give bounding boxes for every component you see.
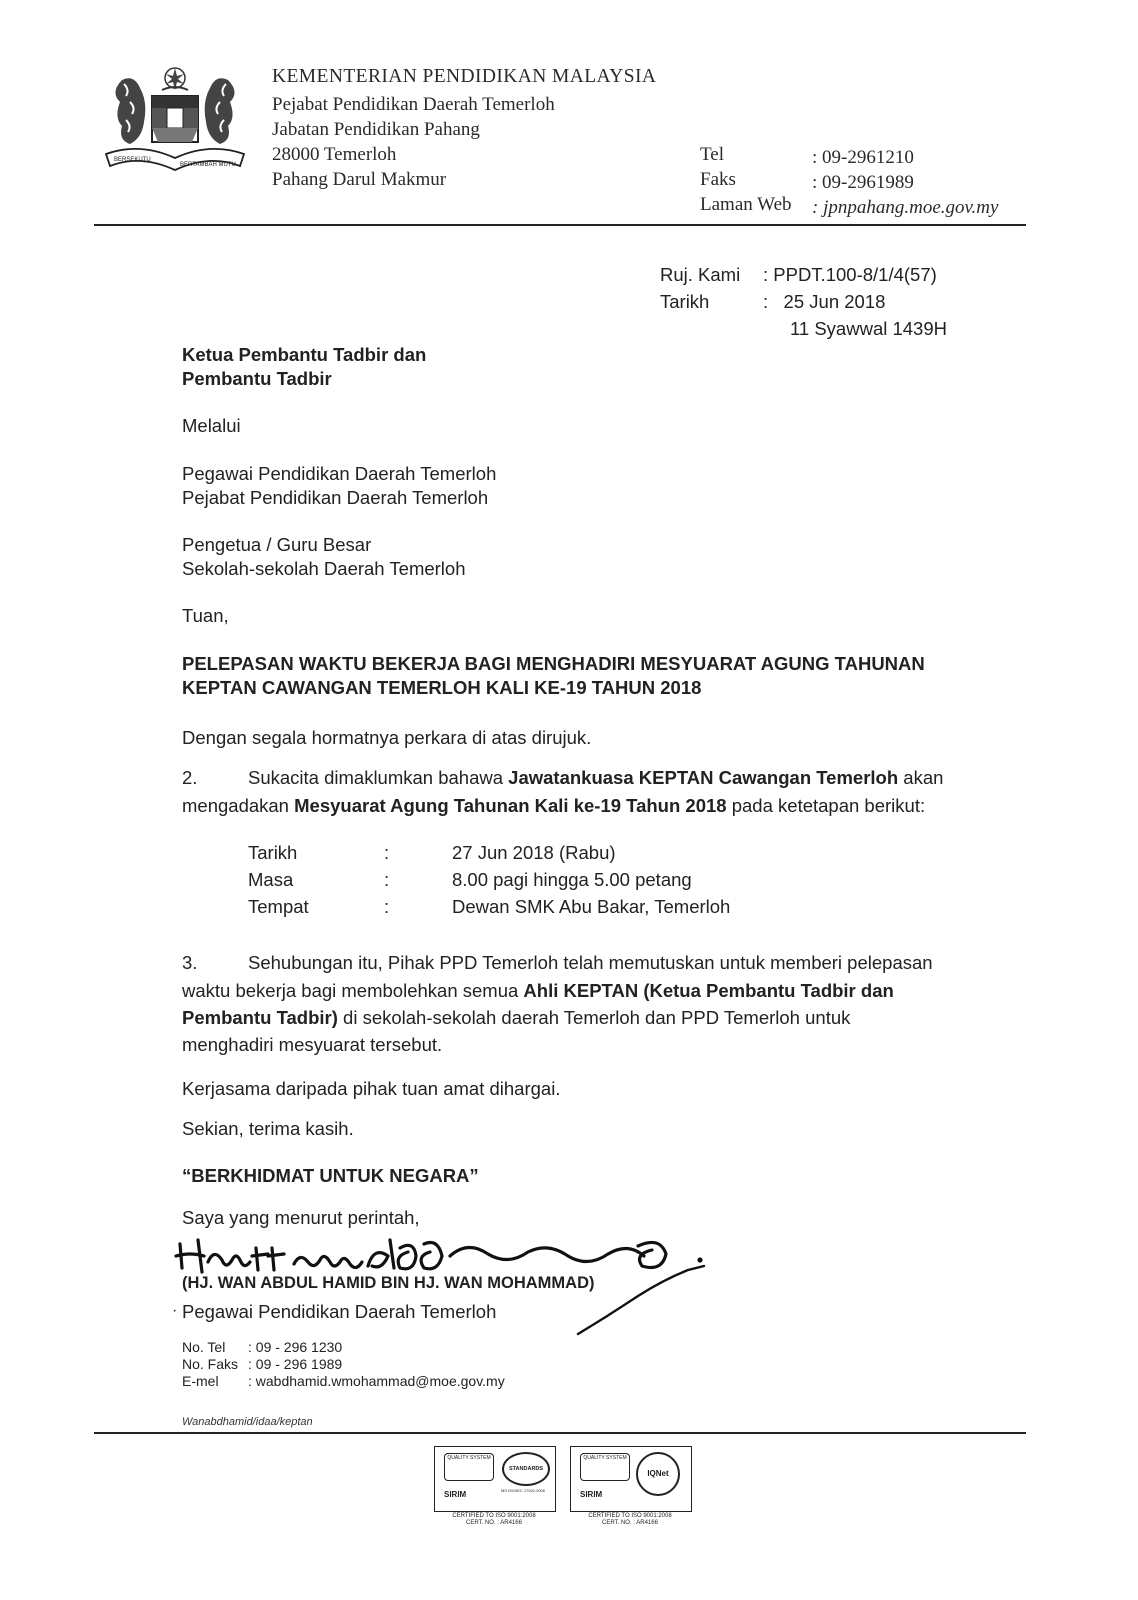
motto-line: “BERKHIDMAT UNTUK NEGARA” <box>182 1165 479 1186</box>
signoff-line: Saya yang menurut perintah, <box>182 1207 420 1228</box>
badge-2-cert-2: CERT. NO. : AR4166 <box>602 1520 658 1526</box>
p3-text-e: di sekolah-sekolah daerah Temerloh dan PPD Temerloh untuk <box>337 1007 851 1028</box>
badge-1-cert-1: CERTIFIED TO ISO 9001:2008 <box>452 1513 536 1519</box>
paragraph-3-line-2 <box>182 978 894 1003</box>
badge-1-brand: SIRIM <box>444 1490 467 1499</box>
signatory-tel-value: : 09 - 296 1230 <box>248 1339 343 1355</box>
ref-label: Ruj. Kami <box>660 264 741 285</box>
header-divider <box>94 224 1026 226</box>
contact-web-value: : jpnpahang.moe.gov.my <box>812 197 999 218</box>
signatory-email-label: E-mel <box>182 1373 219 1389</box>
footer-divider <box>94 1432 1026 1434</box>
cc-line-1: Pengetua / Guru Besar <box>182 534 372 555</box>
signatory-fax-value: : 09 - 296 1989 <box>248 1356 343 1372</box>
paragraph-3-line-3 <box>182 1005 850 1030</box>
coat-of-arms-icon <box>100 62 250 180</box>
p2-text-c: akan <box>898 767 944 788</box>
file-reference: Wanabdhamid/idaa/keptan <box>182 1416 313 1428</box>
p2-text-f: pada ketetapan berikut: <box>726 795 926 816</box>
detail-value-venue: Dewan SMK Abu Bakar, Temerloh <box>452 896 731 917</box>
p2-text-e: Mesyuarat Agung Tahunan Kali ke-19 Tahun 2018 <box>294 795 727 816</box>
ministry-name: KEMENTERIAN PENDIDIKAN MALAYSIA <box>272 66 657 87</box>
hijri-date: 11 Syawwal 1439H <box>790 318 947 339</box>
subject-line-1: PELEPASAN WAKTU BEKERJA BAGI MENGHADIRI MESYUARAT AGUNG TAHUNAN <box>182 653 925 674</box>
detail-sep-time: : <box>384 869 390 890</box>
paragraph-3-number: 3. <box>182 952 198 973</box>
signatory-fax-label: No. Faks <box>182 1356 239 1372</box>
detail-label-venue: Tempat <box>248 896 309 917</box>
contact-tel-label: Tel <box>700 144 724 165</box>
cc-line-2: Sekolah-sekolah Daerah Temerloh <box>182 558 466 579</box>
detail-sep-date: : <box>384 842 390 863</box>
contact-fax-label: Faks <box>700 169 736 190</box>
badge-1-cert-2: CERT. NO. : AR4166 <box>466 1520 522 1526</box>
signatory-tel-label: No. Tel <box>182 1339 226 1355</box>
signatory-title: Pegawai Pendidikan Daerah Temerloh <box>182 1301 497 1322</box>
badge-2-quality: QUALITY SYSTEM <box>580 1453 630 1481</box>
appreciation-line: Kerjasama daripada pihak tuan amat dihargai. <box>182 1078 561 1099</box>
salutation: Tuan, <box>182 605 229 626</box>
recipient-line-1: Ketua Pembantu Tadbir dan <box>182 344 427 365</box>
contact-tel-value: : 09-2961210 <box>812 147 914 168</box>
paragraph-3-line-4: menghadiri mesyuarat tersebut. <box>182 1034 443 1055</box>
state-name: Pahang Darul Makmur <box>272 169 447 190</box>
p3-text-d: Pembantu Tadbir) <box>182 1007 338 1028</box>
detail-value-time: 8.00 pagi hingga 5.00 petang <box>452 869 692 890</box>
closing-line: Sekian, terima kasih. <box>182 1118 354 1139</box>
recipient-line-2: Pembantu Tadbir <box>182 368 332 389</box>
p2-text-d: mengadakan <box>182 795 295 816</box>
bullet-dot: · <box>172 1302 178 1319</box>
p2-text-a: Sukacita dimaklumkan bahawa <box>248 767 509 788</box>
opening-paragraph: Dengan segala hormatnya perkara di atas dirujuk. <box>182 727 592 748</box>
subject-line-2: KEPTAN CAWANGAN TEMERLOH KALI KE-19 TAHUN 2018 <box>182 677 702 698</box>
paragraph-2-line-1 <box>248 765 943 790</box>
p3-text-c: Ahli KEPTAN (Ketua Pembantu Tadbir dan <box>523 980 894 1001</box>
paragraph-2-line-2 <box>182 793 925 818</box>
badge-1-quality: QUALITY SYSTEM <box>444 1453 494 1481</box>
ref-value: : PPDT.100-8/1/4(57) <box>763 264 937 285</box>
badge-2-cert-1: CERTIFIED TO ISO 9001:2008 <box>588 1513 672 1519</box>
office-name: Pejabat Pendidikan Daerah Temerloh <box>272 94 555 115</box>
contact-fax-value: : 09-2961989 <box>812 172 914 193</box>
crest-motto-left: BERSEKUTU <box>114 157 151 163</box>
crest-motto-right: BERTAMBAH MUTU <box>180 162 236 168</box>
badge-1-seal: STANDARDS <box>502 1452 550 1486</box>
detail-sep-venue: : <box>384 896 390 917</box>
signatory-name: (HJ. WAN ABDUL HAMID BIN HJ. WAN MOHAMMAD) <box>182 1274 595 1292</box>
via-line-1: Pegawai Pendidikan Daerah Temerloh <box>182 463 497 484</box>
p2-text-b: Jawatankuasa KEPTAN Cawangan Temerloh <box>508 767 899 788</box>
paragraph-3-line-1: Sehubungan itu, Pihak PPD Temerloh telah memutuskan untuk memberi pelepasan <box>248 952 933 973</box>
detail-label-time: Masa <box>248 869 294 890</box>
via-label: Melalui <box>182 415 241 436</box>
postcode-city: 28000 Temerloh <box>272 144 397 165</box>
badge-2-brand: SIRIM <box>580 1490 603 1499</box>
detail-value-date: 27 Jun 2018 (Rabu) <box>452 842 616 863</box>
badge-1-standard: MS ISO/IEC 17021:2006 <box>500 1488 546 1493</box>
via-line-2: Pejabat Pendidikan Daerah Temerloh <box>182 487 489 508</box>
department-name: Jabatan Pendidikan Pahang <box>272 119 480 140</box>
p3-text-b: waktu bekerja bagi membolehkan semua <box>182 980 524 1001</box>
signatory-email-value: : wabdhamid.wmohammad@moe.gov.my <box>248 1373 505 1389</box>
date-label: Tarikh <box>660 291 710 312</box>
date-value: : 25 Jun 2018 <box>763 291 886 312</box>
detail-label-date: Tarikh <box>248 842 298 863</box>
badge-2-seal: IQNet <box>636 1452 680 1496</box>
contact-web-label: Laman Web <box>700 194 792 215</box>
paragraph-2-number: 2. <box>182 767 198 788</box>
